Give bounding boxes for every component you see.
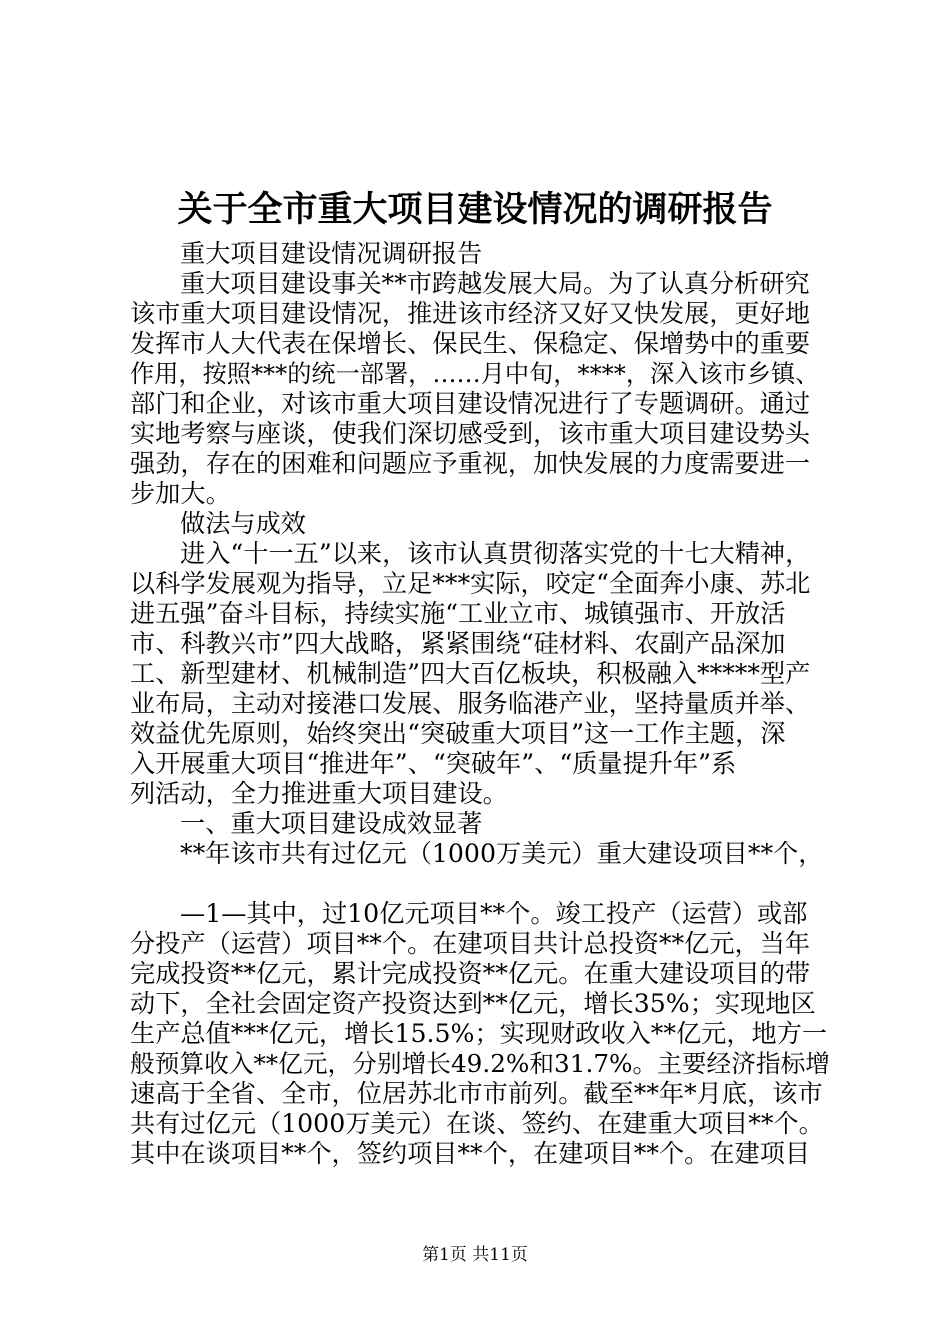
paragraph-line: 实地考察与座谈，使我们深切感受到，该市重大项目建设势头: [130, 419, 811, 448]
paragraph-line: 效益优先原则，始终突出“突破重大项目”这一工作主题，深: [130, 719, 786, 748]
section-heading: 做法与成效: [180, 509, 306, 538]
paragraph-line: 部门和企业，对该市重大项目建设情况进行了专题调研。通过: [130, 389, 811, 418]
page-number: 第1页 共11页: [422, 1245, 528, 1265]
paragraph-line: 作用，按照***的统一部署，……月中旬，****，深入该市乡镇、: [130, 360, 820, 388]
paragraph-line: 进入“十一五”以来，该市认真贯彻落实党的十七大精神，: [180, 539, 811, 568]
paragraph-line: 完成投资**亿元，累计完成投资**亿元。在重大建设项目的带: [130, 959, 811, 988]
paragraph-line: 共有过亿元（1000万美元）在谈、签约、在建重大项目**个。: [130, 1109, 824, 1138]
paragraph-line: 列活动，全力推进重大项目建设。: [130, 779, 508, 808]
paragraph-line: 市、科教兴市”四大战略，紧紧围绕“硅材料、农副产品深加: [130, 629, 786, 658]
paragraph-line: 分投产（运营）项目**个。在建项目共计总投资**亿元，当年: [130, 929, 811, 958]
paragraph-line: 生产总值***亿元，增长15.5%；实现财政收入**亿元，地方一: [130, 1019, 828, 1048]
section-heading: 一、重大项目建设成效显著: [180, 809, 483, 838]
paragraph-line: 工、新型建材、机械制造”四大百亿板块，积极融入*****型产: [130, 659, 811, 688]
paragraph-line: 业布局，主动对接港口发展、服务临港产业，坚持量质并举、: [130, 689, 811, 718]
paragraph-line: 重大项目建设事关**市跨越发展大局。为了认真分析研究: [180, 269, 810, 298]
paragraph-line: 步加大。: [130, 479, 231, 508]
paragraph-line: 般预算收入**亿元，分别增长49.2%和31.7%。主要经济指标增: [130, 1049, 830, 1078]
paragraph-line: 其中在谈项目**个，签约项目**个，在建项目**个。在建项目: [130, 1139, 811, 1168]
paragraph-line: **年该市共有过亿元（1000万美元）重大建设项目**个，: [180, 839, 824, 868]
paragraph-line: —1—其中，过10亿元项目**个。竣工投产（运营）或部: [180, 899, 808, 928]
paragraph-line: 动下，全社会固定资产投资达到**亿元，增长35%；实现地区: [130, 989, 816, 1018]
paragraph-line: 发挥市人大代表在保增长、保民生、保稳定、保增势中的重要: [130, 329, 811, 358]
paragraph-line: 以科学发展观为指导，立足***实际，咬定“全面奔小康、苏北: [130, 569, 811, 598]
document-title: 关于全市重大项目建设情况的调研报告: [177, 189, 773, 230]
paragraph-line: 速高于全省、全市，位居苏北市市前列。截至**年*月底，该市: [130, 1079, 823, 1108]
paragraph-line: 该市重大项目建设情况，推进该市经济又好又快发展，更好地: [130, 299, 811, 328]
subtitle-line: 重大项目建设情况调研报告: [180, 239, 483, 268]
paragraph-line: 入开展重大项目“推进年”、“突破年”、“质量提升年”系: [130, 749, 737, 778]
paragraph-line: 强劲，存在的困难和问题应予重视，加快发展的力度需要进一: [130, 449, 811, 478]
paragraph-line: 进五强”奋斗目标，持续实施“工业立市、城镇强市、开放活: [130, 599, 786, 628]
